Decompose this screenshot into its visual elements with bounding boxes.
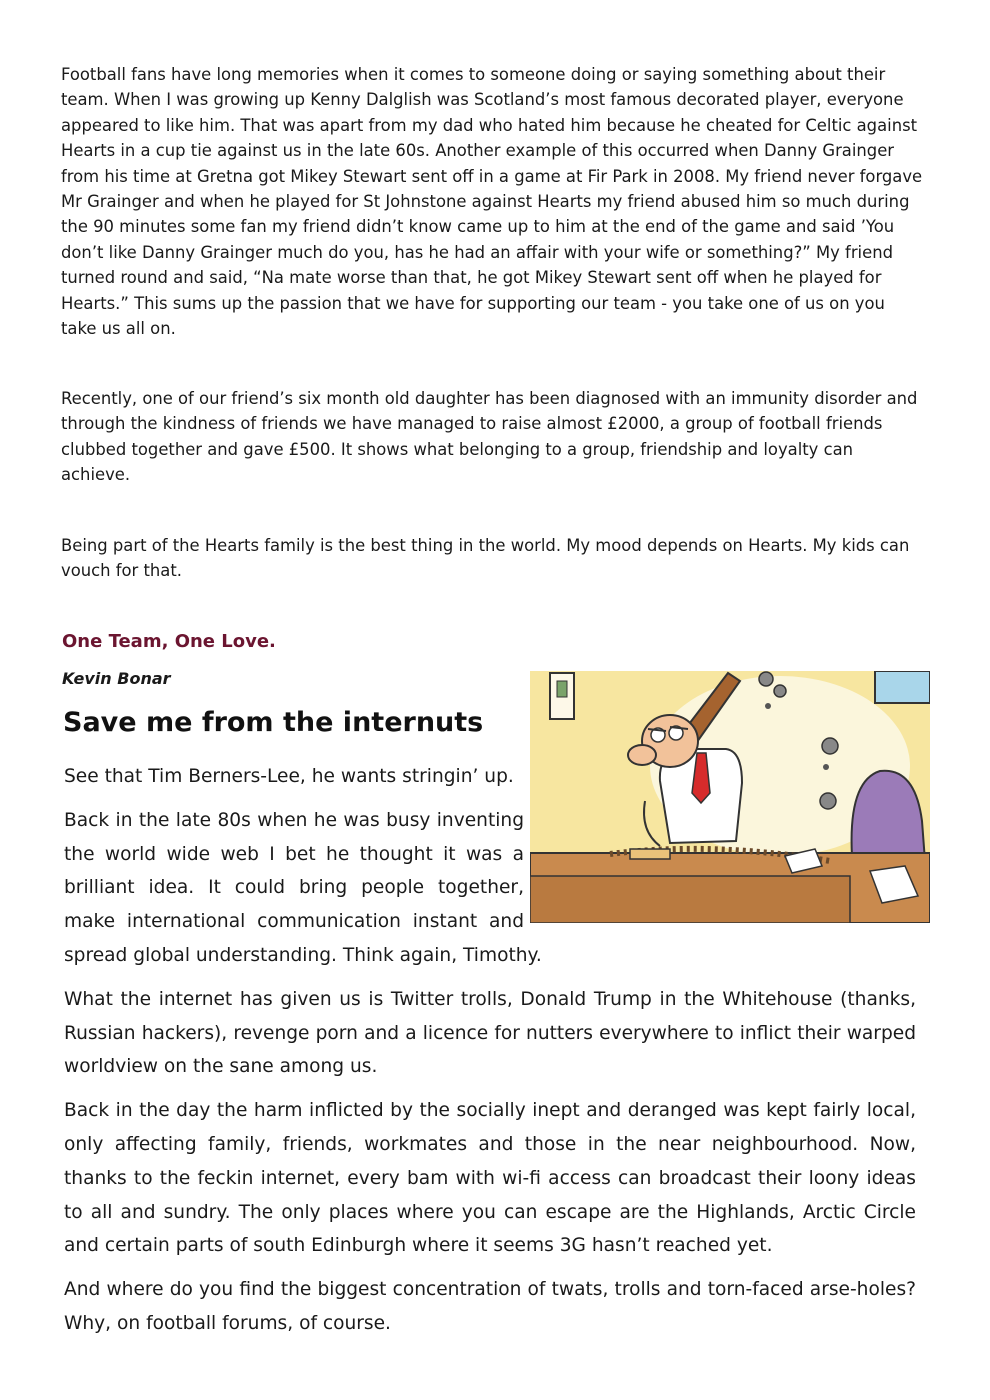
intro-paragraph-3: Being part of the Hearts family is the best thing in the world. My mood depends on Hearts. My kids can vouch for that. (61, 536, 910, 581)
intro-paragraph-1: Football fans have long memories when it comes to someone doing or saying something about their team. When I was growing up Kenny Dalglish was Scotland’s most famous decorated player, everyone appeared to like him. That was apart from my dad who hated him because he cheated for Celtic against Hearts in a cup tie against us in the late 60s. Another example of this occurred when Danny Grainger from his time at Gretna got Mikey Stewart sent off in a game at Fir Park in 2008. My friend never forgave Mr Grainger and when he played for St Johnstone against Hearts my friend abused him so much during the 90 minutes some fan my friend didn’t know came up to him at the end of the game and said ’You don’t like Danny Grainger much do you, has he had an affair with your wife or something?” My friend turned round and said, “Na mate worse than that, he got Mikey Stewart sent off when he played for Hearts.” This sums up the passion that we have for supporting our team - you take one of us on you take us all on. (61, 65, 923, 339)
article-paragraph-3: What the internet has given us is Twitter trolls, Donald Trump in the Whitehouse (thanks, Russian hackers), revenge porn and a licence for nutters everywhere to inflict their warped worldview on the sane among us. (64, 988, 916, 1078)
signoff-title: One Team, One Love. (62, 631, 276, 652)
article-paragraph-2: Back in the late 80s when he was busy inventing the world wide web I bet he thought it was a brilliant idea. It could bring people together, make international communication instant and spread global understanding. Think again, Timothy. (64, 809, 542, 966)
cartoon-illustration (530, 671, 930, 923)
author-name: Kevin Bonar (62, 669, 171, 688)
article-paragraph-4: Back in the day the harm inflicted by the socially inept and deranged was kept fairly local, only affecting family, friends, workmates and those in the near neighbourhood. Now, thanks to the feckin internet, every bam with wi-fi access can broadcast their loony ideas to all and sundry. The only places where you can escape are the Highlands, Arctic Circle and certain parts of south Edinburgh where it seems 3G hasn’t reached yet. (64, 1100, 916, 1257)
article-body (64, 760, 916, 1351)
article-paragraph-1: See that Tim Berners-Lee, he wants stringin’ up. (64, 766, 514, 787)
article-paragraph-5: And where do you find the biggest concentration of twats, trolls and torn-faced arse-holes? Why, on football forums, of course. (64, 1279, 916, 1334)
article-headline: Save me from the internuts (63, 707, 484, 738)
intro-paragraph-2: Recently, one of our friend’s six month old daughter has been diagnosed with an immunity disorder and through the kindness of friends we have managed to raise almost £2000, a group of football friends clubbed together and gave £500. It shows what belonging to a group, friendship and loyalty can achieve. (61, 389, 918, 485)
